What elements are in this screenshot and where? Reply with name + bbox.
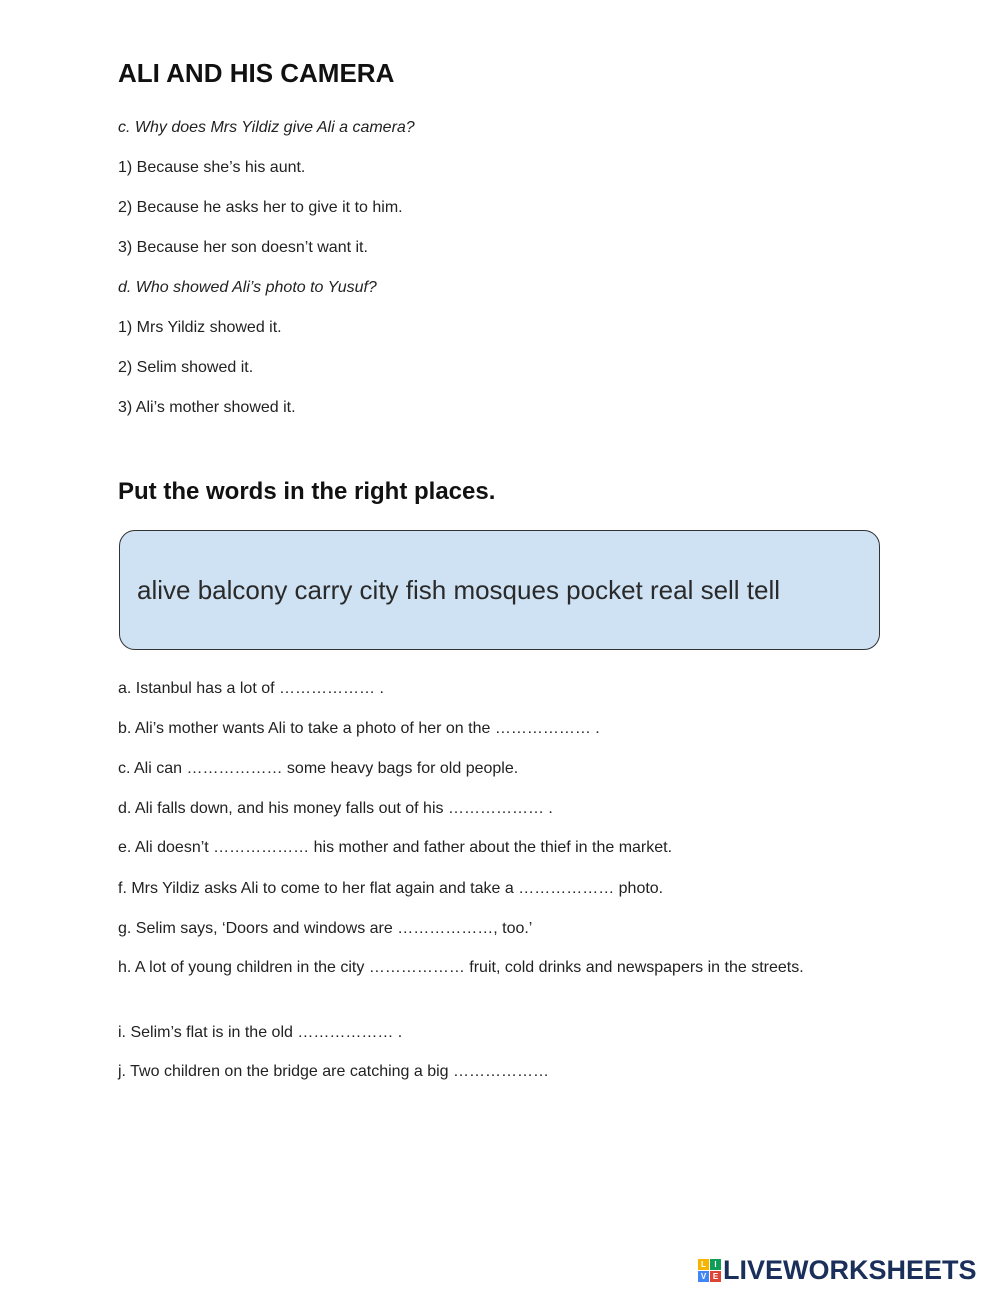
word-bank-text: alive balcony carry city fish mosques pocket real sell tell: [137, 575, 781, 605]
sentence-g[interactable]: g. Selim says, ‘Doors and windows are ………………, too.’: [118, 920, 533, 937]
logo-mark-letter-v: V: [698, 1271, 709, 1282]
logo-mark-letter-i: I: [710, 1259, 721, 1270]
question-c-option-2[interactable]: 2) Because he asks her to give it to him.: [118, 199, 403, 216]
logo-mark-letter-l: L: [698, 1259, 709, 1270]
sentence-b[interactable]: b. Ali’s mother wants Ali to take a photo of her on the ……………… .: [118, 720, 600, 737]
section-title: Put the words in the right places.: [118, 478, 496, 505]
question-c-prompt: c. Why does Mrs Yildiz give Ali a camera?: [118, 119, 415, 136]
sentence-d[interactable]: d. Ali falls down, and his money falls out of his ……………… .: [118, 800, 553, 817]
sentence-j[interactable]: j. Two children on the bridge are catching a big ………………: [118, 1063, 550, 1080]
question-c-option-1[interactable]: 1) Because she’s his aunt.: [118, 159, 306, 176]
liveworksheets-logo: [698, 1256, 977, 1284]
page-title: ALI AND HIS CAMERA: [118, 58, 395, 88]
logo-mark-icon: [698, 1259, 721, 1282]
logo-text: LIVEWORKSHEETS: [723, 1254, 977, 1285]
sentence-e[interactable]: e. Ali doesn’t ……………… his mother and father about the thief in the market.: [118, 839, 673, 856]
sentence-a[interactable]: a. Istanbul has a lot of ……………… .: [118, 680, 384, 697]
logo-mark-letter-e: E: [710, 1271, 721, 1282]
sentence-f[interactable]: f. Mrs Yildiz asks Ali to come to her flat again and take a ……………… photo.: [118, 880, 664, 897]
question-d-option-3[interactable]: 3) Ali’s mother showed it.: [118, 399, 296, 416]
sentence-i[interactable]: i. Selim’s flat is in the old ……………… .: [118, 1024, 403, 1041]
sentence-h[interactable]: h. A lot of young children in the city ……………… fruit, cold drinks and newspapers in the streets.: [118, 959, 804, 976]
word-bank-box: [119, 530, 880, 650]
question-c-option-3[interactable]: 3) Because her son doesn’t want it.: [118, 239, 368, 256]
question-d-option-1[interactable]: 1) Mrs Yildiz showed it.: [118, 319, 282, 336]
sentence-c[interactable]: c. Ali can ……………… some heavy bags for old people.: [118, 760, 519, 777]
question-d-prompt: d. Who showed Ali’s photo to Yusuf?: [118, 279, 377, 296]
question-d-option-2[interactable]: 2) Selim showed it.: [118, 359, 254, 376]
